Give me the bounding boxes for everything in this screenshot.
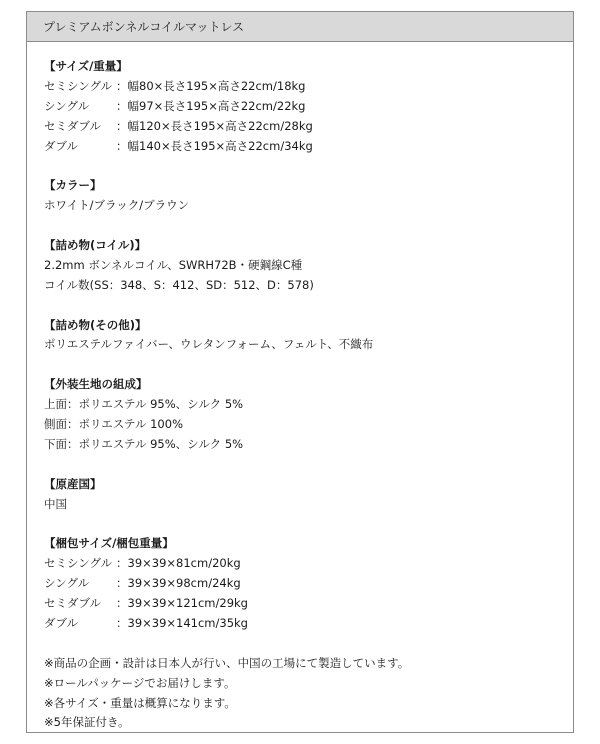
package-label: セミダブル [44, 596, 102, 611]
note-line: ※ロールパッケージでお届けします。 [44, 675, 236, 690]
size-weight-heading: 【サイズ/重量】 [44, 59, 128, 73]
package-value: ：39×39×98cm/24kg [116, 576, 241, 591]
note-line: ※各サイズ・重量は概算になります。 [44, 695, 236, 710]
fabric-line: 側面：ポリエステル 100% [44, 417, 183, 432]
page-title: プレミアムボンネルコイルマットレス [43, 20, 245, 34]
package-label: セミシングル [44, 556, 113, 571]
color-heading: 【カラー】 [44, 178, 102, 193]
filling-coil-line: 2.2mm ボンネルコイル、SWRH72B・硬鋼線C種 [44, 257, 303, 272]
spec-row [44, 117, 573, 137]
filling-coil-heading: 【詰め物(コイル)】 [44, 238, 147, 253]
package-row [44, 594, 573, 614]
spec-label: セミダブル [44, 118, 102, 133]
panel-header [27, 12, 573, 42]
origin-heading: 【原産国】 [44, 476, 102, 491]
filling-coil-line: コイル数(SS：348、S：412、SD：512、D：578) [44, 277, 314, 292]
package-label: シングル [44, 576, 90, 591]
note-line: ※商品の企画・設計は日本人が行い、中国の工場にて製造しています。 [44, 655, 410, 670]
spec-label: シングル [44, 98, 90, 113]
spec-row [44, 137, 573, 157]
package-label: ダブル [44, 615, 79, 630]
filling-other-heading: 【詰め物(その他)】 [44, 317, 147, 332]
spec-row [44, 77, 573, 97]
spec-value: ：幅97×長さ195×高さ22cm/22kg [116, 98, 306, 113]
package-value: ：39×39×81cm/20kg [116, 556, 241, 571]
color-line: ホワイト/ブラック/ブラウン [44, 198, 190, 213]
origin-line: 中国 [44, 496, 67, 511]
section-gap [44, 355, 573, 375]
spec-label: セミシングル [44, 78, 113, 93]
spec-value: ：幅120×長さ195×高さ22cm/28kg [116, 118, 313, 133]
spec-value: ：幅140×長さ195×高さ22cm/34kg [116, 138, 313, 153]
package-value: ：39×39×121cm/29kg [116, 596, 248, 611]
package-row [44, 554, 573, 574]
fabric-line: 上面：ポリエステル 95%、シルク 5% [44, 397, 244, 412]
section-gap [44, 296, 573, 316]
package-value: ：39×39×141cm/35kg [116, 615, 248, 630]
spec-content [27, 42, 573, 733]
filling-other-line: ポリエステルファイバー、ウレタンフォーム、フェルト、不織布 [44, 337, 374, 352]
section-gap [44, 514, 573, 534]
section-gap [44, 216, 573, 236]
section-gap [44, 455, 573, 475]
package-heading: 【梱包サイズ/梱包重量】 [44, 536, 174, 551]
section-gap [44, 634, 573, 654]
package-row [44, 574, 573, 594]
fabric-heading: 【外装生地の組成】 [44, 377, 148, 392]
package-row [44, 614, 573, 634]
section-gap [44, 156, 573, 176]
spec-label: ダブル [44, 138, 79, 153]
spec-row [44, 97, 573, 117]
fabric-line: 下面：ポリエステル 95%、シルク 5% [44, 436, 244, 451]
spec-panel [26, 11, 574, 733]
spec-value: ：幅80×長さ195×高さ22cm/18kg [116, 78, 306, 93]
note-line: ※5年保証付き。 [44, 715, 130, 730]
